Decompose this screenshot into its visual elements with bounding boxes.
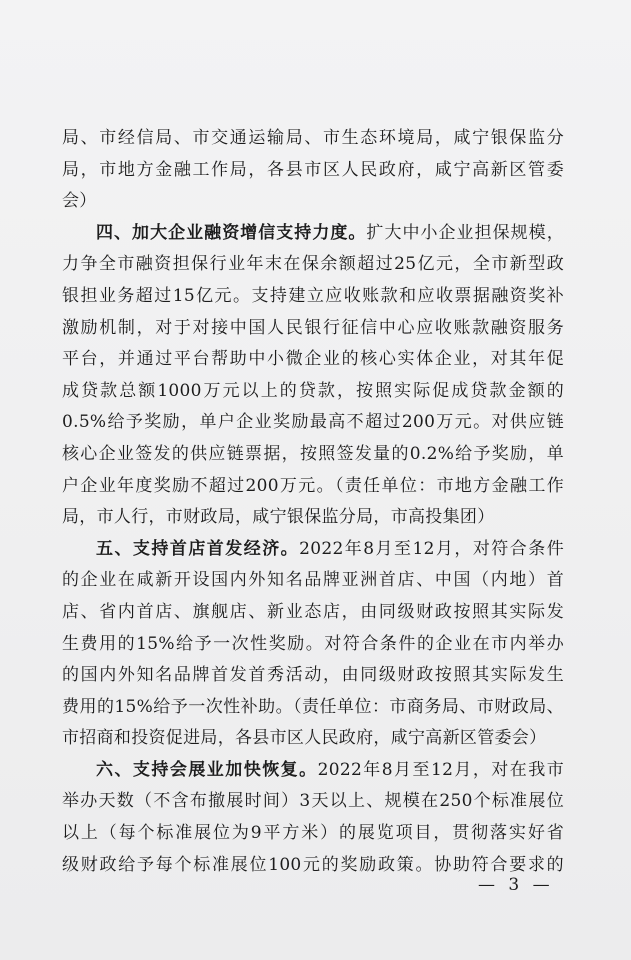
text-line: 的国内外知名品牌首发首秀活动，由同级财政按照其实际发生 (62, 665, 564, 686)
text-line: 激励机制，对于对接中国人民银行征信中心应收账款融资服务 (62, 317, 564, 338)
text-line: 银担业务超过15亿元。支持建立应收账款和应收票据融资奖补 (62, 285, 564, 306)
section-4-heading: 四、加大企业融资增信支持力度。 (96, 222, 367, 243)
section-6-lead-text: 2022年8月至12月，对在我市 (317, 759, 564, 780)
section-5-first-line (62, 534, 564, 566)
section-4-lead-text: 扩大中小企业担保规模， (366, 222, 564, 243)
section-5-lead-text: 2022年8月至12月，对符合条件 (299, 538, 564, 559)
text-line: 的企业在咸新开设国内外知名品牌亚洲首店、中国（内地）首 (62, 570, 564, 591)
text-line: 级财政给予每个标准展位100元的奖励政策。协助符合要求的 (62, 854, 564, 875)
text-line: 局，市地方金融工作局，各县市区人民政府，咸宁高新区管委 (62, 159, 564, 180)
text-line: 局、市经信局、市交通运输局、市生态环境局，咸宁银保监分 (62, 128, 564, 148)
text-line: 平台，并通过平台帮助中小微企业的核心实体企业，对其年促 (62, 349, 564, 370)
text-line: 店、省内首店、旗舰店、新业态店，由同级财政按照其实际发 (62, 601, 564, 622)
text-line: 以上（每个标准展位为9平方米）的展览项目，贯彻落实好省 (62, 823, 564, 844)
page-number: — 3 — (478, 875, 554, 895)
text-line: 核心企业签发的供应链票据，按照签发量的0.2%给予奖励，单 (62, 443, 564, 464)
text-line: 举办天数（不含布撤展时间）3天以上、规模在250个标准展位 (62, 791, 564, 812)
section-5-heading: 五、支持首店首发经济。 (96, 538, 300, 559)
text-line: 成贷款总额1000万元以上的贷款，按照实际促成贷款金额的 (62, 380, 564, 401)
text-line: 户企业年度奖励不超过200万元。（责任单位：市地方金融工作 (62, 475, 564, 496)
text-line: 力争全市融资担保行业年末在保余额超过25亿元，全市新型政 (62, 254, 564, 275)
text-line: 生费用的15%给予一次性奖励。对符合条件的企业在市内举办 (62, 633, 564, 654)
section-6-heading: 六、支持会展业加快恢复。 (96, 759, 318, 780)
text-line: 0.5%给予奖励，单户企业奖励最高不超过200万元。对供应链 (62, 412, 564, 433)
text-line: 市招商和投资促进局，各县市区人民政府，咸宁高新区管委会） (62, 728, 547, 749)
document-body (62, 123, 564, 881)
section-4-first-line (62, 218, 564, 250)
text-line: 会） (62, 191, 97, 212)
text-line: 费用的15%给予一次性补助。（责任单位：市商务局、市财政局、 (62, 696, 564, 717)
section-6-first-line (62, 755, 564, 787)
text-line: 局，市人行，市财政局，咸宁银保监分局，市高投集团） (62, 507, 495, 528)
